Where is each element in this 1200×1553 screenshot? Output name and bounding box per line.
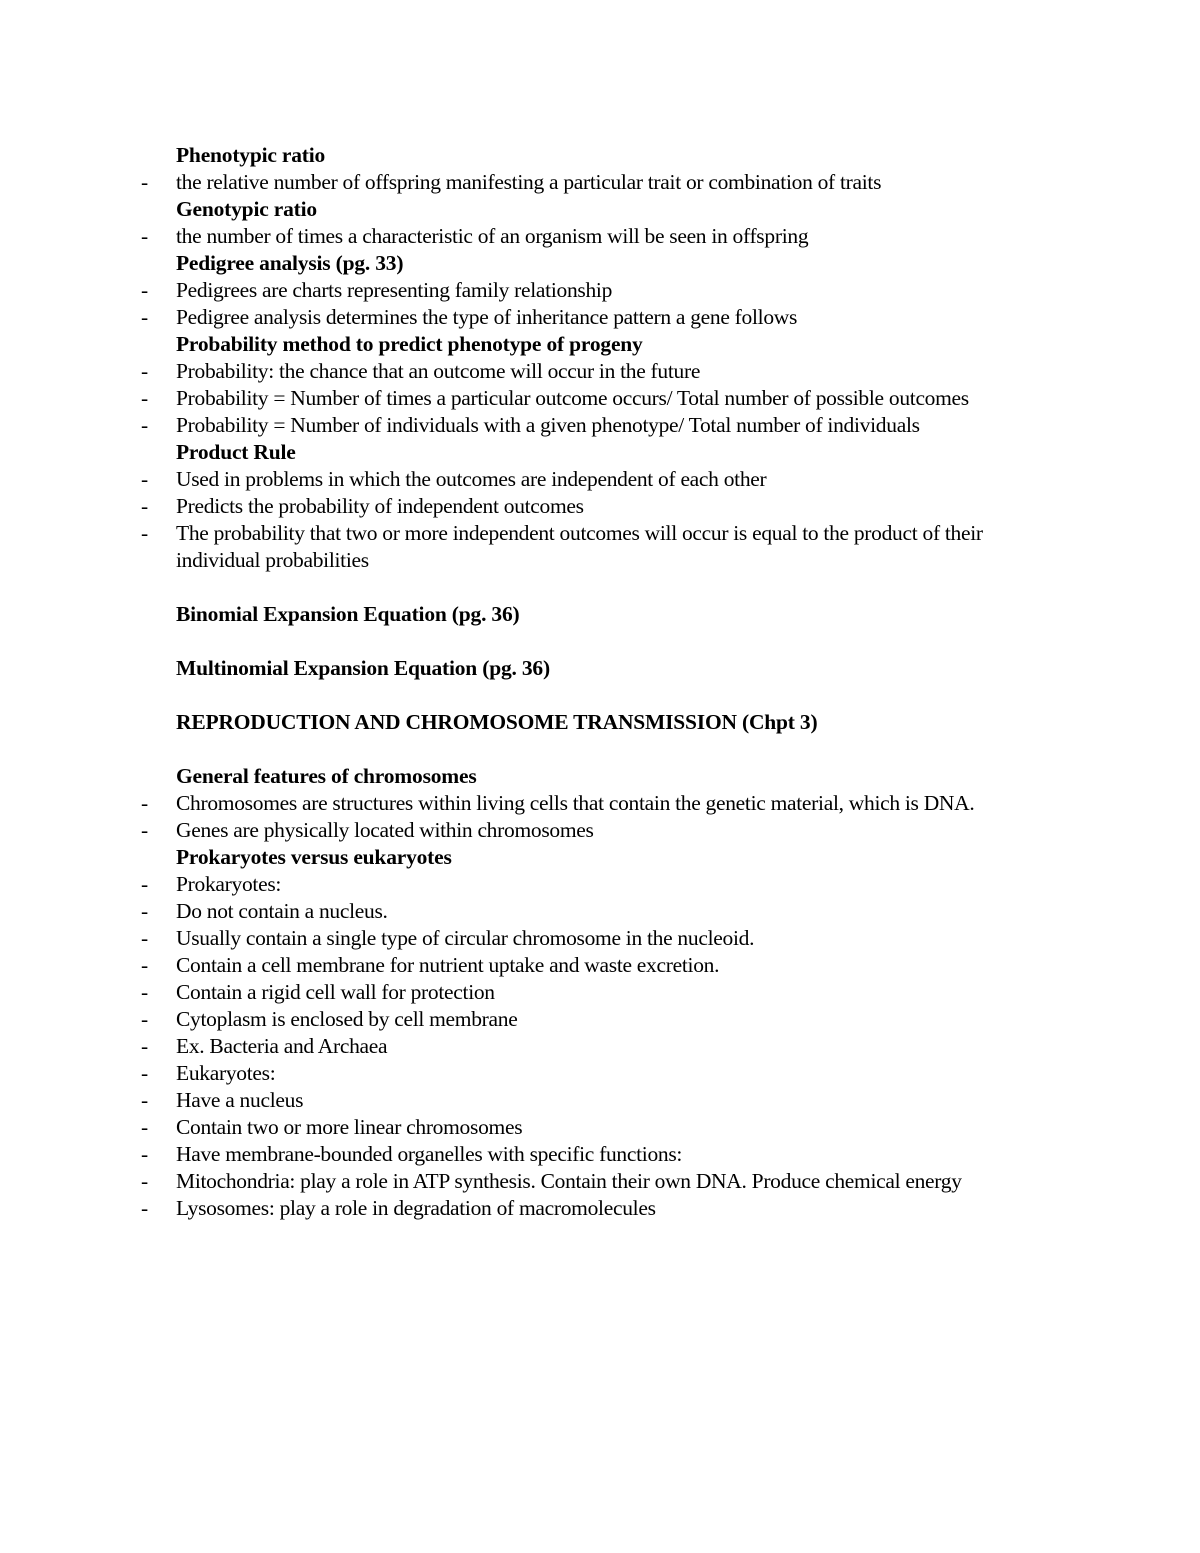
list-item: - Used in problems in which the outcomes are independent of each other (141, 467, 767, 491)
spacer (176, 628, 1026, 655)
dash-bullet: - (141, 980, 148, 1004)
list-item: - Probability: the chance that an outcome will occur in the future (141, 359, 701, 383)
list-item: - Have membrane-bounded organelles with specific functions: - Mitochondria: play a role in ATP synthesis. Contain their own DNA. Produce chemical energy - Lysosomes: play a role in degradation of macromolecules (176, 1141, 1026, 1222)
section-heading-chromosomes: General features of chromosomes (176, 764, 477, 788)
bullet-list (141, 871, 1026, 1222)
bullet-list (141, 790, 1026, 844)
bullet-list (141, 358, 1026, 439)
nested-list (141, 1087, 1026, 1222)
section-heading-probability-method: Probability method to predict phenotype of progeny (176, 332, 643, 356)
list-item: - the relative number of offspring manifesting a particular trait or combination of traits (141, 170, 882, 194)
list-item: - Lysosomes: play a role in degradation of macromolecules (141, 1196, 656, 1220)
list-item-prokaryotes: - Prokaryotes: - Do not contain a nucleus. - Usually contain a single type of circular chromosome in the nucleoid. - Contain a cell membrane for nutrient uptake and waste excretion. - Contain a rigid cell wall for protection - Cytoplasm is enclosed by cell membrane - Ex. Bacteria and Archaea (176, 871, 1026, 1060)
dash-bullet: - (141, 926, 148, 950)
list-item: - Ex. Bacteria and Archaea (141, 1034, 388, 1058)
dash-bullet: - (141, 467, 148, 491)
dash-bullet: - (141, 1196, 148, 1220)
dash-bullet: - (141, 494, 148, 518)
list-item: - Probability = Number of times a particular outcome occurs/ Total number of possible outcomes (141, 386, 969, 410)
list-item: - Usually contain a single type of circular chromosome in the nucleoid. (141, 926, 755, 950)
dash-bullet: - (141, 170, 148, 194)
spacer (176, 736, 1026, 763)
section-heading-product-rule: Product Rule (176, 440, 296, 464)
dash-bullet: - (141, 1115, 148, 1139)
list-item: - Predicts the probability of independent outcomes (141, 494, 584, 518)
dash-bullet: - (141, 359, 148, 383)
dash-bullet: - (141, 1034, 148, 1058)
list-item: - The probability that two or more independent outcomes will occur is equal to the product of their individual probabilities (141, 521, 983, 572)
list-item: - Genes are physically located within chromosomes (141, 818, 594, 842)
list-item: - Pedigrees are charts representing family relationship (141, 278, 613, 302)
list-item: - Probability = Number of individuals with a given phenotype/ Total number of individuals (141, 413, 920, 437)
list-item: - Contain a rigid cell wall for protection (141, 980, 495, 1004)
dash-bullet: - (141, 1007, 148, 1031)
dash-bullet: - (141, 1142, 148, 1166)
list-item: - Contain two or more linear chromosomes (141, 1115, 523, 1139)
spacer (176, 682, 1026, 709)
section-heading-pedigree-analysis: Pedigree analysis (pg. 33) (176, 251, 404, 275)
nested-list (141, 898, 1026, 1060)
dash-bullet: - (141, 1088, 148, 1112)
list-item-eukaryotes: - Eukaryotes: - Have a nucleus - Contain two or more linear chromosomes - Have membrane-bounded organelles with specific functions: - Mitochondria: play a role in ATP synthesis. Contain their own DNA. Produce chemical energy - Lysosomes: play a role in degradation of macromolecules (176, 1060, 1026, 1222)
list-item: - Cytoplasm is enclosed by cell membrane (141, 1007, 518, 1031)
list-item: - Do not contain a nucleus. (141, 899, 388, 923)
dash-bullet: - (141, 1169, 148, 1193)
dash-bullet: - (141, 899, 148, 923)
dash-bullet: - (141, 278, 148, 302)
dash-bullet: - (141, 305, 148, 329)
bullet-list (141, 466, 1026, 574)
nested-list (141, 1168, 1026, 1222)
list-item: - Contain a cell membrane for nutrient uptake and waste excretion. (141, 953, 720, 977)
chapter-heading: REPRODUCTION AND CHROMOSOME TRANSMISSION (Chpt 3) (176, 710, 818, 734)
section-heading-phenotypic-ratio: Phenotypic ratio (176, 143, 326, 167)
bullet-list (141, 223, 1026, 250)
dash-bullet: - (141, 1061, 148, 1085)
bullet-list (141, 277, 1026, 331)
multinomial-heading: Multinomial Expansion Equation (pg. 36) (176, 656, 550, 680)
spacer (176, 574, 1026, 601)
binomial-heading: Binomial Expansion Equation (pg. 36) (176, 602, 520, 626)
bullet-list (141, 169, 1026, 196)
document-page (141, 142, 1026, 1222)
list-item: - Pedigree analysis determines the type of inheritance pattern a gene follows (141, 305, 798, 329)
section-heading-genotypic-ratio: Genotypic ratio (176, 197, 317, 221)
list-item: - Mitochondria: play a role in ATP synthesis. Contain their own DNA. Produce chemical energy (141, 1169, 962, 1193)
list-item: - Have a nucleus (141, 1088, 304, 1112)
section-heading-prokaryotes-eukaryotes: Prokaryotes versus eukaryotes (176, 845, 452, 869)
dash-bullet: - (141, 224, 148, 248)
list-item: - the number of times a characteristic of an organism will be seen in offspring (141, 224, 809, 248)
dash-bullet: - (141, 818, 148, 842)
dash-bullet: - (141, 953, 148, 977)
dash-bullet: - (141, 413, 148, 437)
dash-bullet: - (141, 872, 148, 896)
dash-bullet: - (141, 791, 148, 815)
list-item: - Chromosomes are structures within living cells that contain the genetic material, which is DNA. (141, 791, 975, 815)
dash-bullet: - (141, 521, 148, 545)
dash-bullet: - (141, 386, 148, 410)
